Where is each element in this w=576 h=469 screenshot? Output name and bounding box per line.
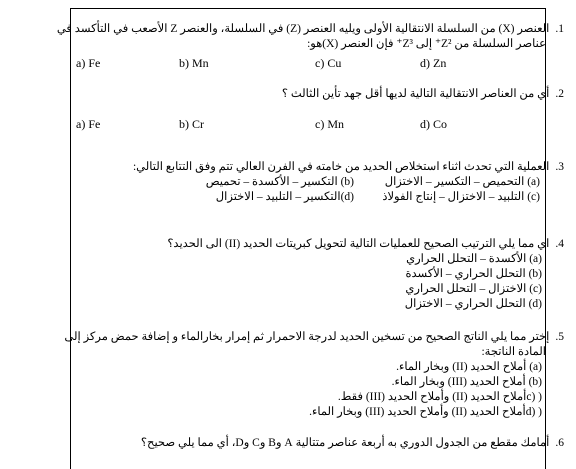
question-2-line-1: 2.أي من العناصر الانتقالية التالية لديها أقل جهد تأين الثالث ؟ [281, 88, 564, 100]
question-3 [94, 160, 564, 205]
option-d[interactable]: (d) التحلل الحراري – الاختزال [404, 298, 542, 310]
question-4-line-1: 4.اي مما يلي الترتيب الصحيح للعمليات التالية لتحويل كبريتات الحديد (II) الى الحديد؟ [167, 238, 564, 250]
option-d[interactable]: d) Zn [420, 56, 447, 70]
question-1-options [76, 56, 476, 72]
question-1-line-1: 1.العنصر (X) من السلسلة الانتقالية الأولى ويليه العنصر (Z) في السلسلة، والعنصر Z الأصعب في التأكسد في [56, 23, 564, 35]
option-b[interactable]: b) Cr [179, 117, 204, 131]
question-3-row-1 [94, 175, 564, 190]
question-1 [56, 22, 564, 52]
option-b[interactable]: (b) التحلل الحراري – الأكسدة [405, 268, 542, 280]
question-2 [94, 87, 564, 102]
option-a[interactable]: (a) الأكسدة – التحلل الحراري [406, 253, 542, 265]
question-3-line-1: 3.العملية التي تحدث اثناء استخلاص الحديد من خامته في الفرن العالي تتم وفق التتابع التالي: [132, 161, 564, 173]
question-6-line-1: 6.أمامك مقطع من الجدول الدوري به أربعة عناصر متتالية A وB وC وD، أي مما يلي صحيح؟ [140, 437, 564, 449]
option-d[interactable]: ( (dأملاح الحديد (II) وأملاح الحديد (III) وبخار الماء. [309, 406, 542, 418]
option-c[interactable]: (c) التلبيد – الاختزال – إنتاج الفولاذ [382, 191, 540, 203]
option-c[interactable]: (c) الاختزال – التحلل الحراري [405, 283, 542, 295]
option-a[interactable]: a) Fe [76, 117, 101, 131]
question-1-line-2: عناصر السلسلة من Z²⁺ إلى Z³⁺ فإن العنصر (X)هو: [307, 38, 546, 50]
option-a[interactable]: a) Fe [76, 56, 101, 70]
question-5 [64, 330, 564, 420]
question-5-line-1: 5.إختر مما يلي الناتج الصحيح من تسخين الحديد لدرجة الاحمرار ثم إمرار بخارالماء و إضافة حمض مركز إلى [64, 331, 564, 343]
option-d[interactable]: d) Co [420, 117, 447, 131]
option-c[interactable]: c) Mn [315, 117, 344, 131]
option-c[interactable]: ( (cأملاح الحديد (II) وأملاح الحديد (III) فقط. [337, 391, 542, 403]
option-b[interactable]: b) Mn [179, 56, 209, 70]
question-2-options [76, 117, 476, 133]
option-a[interactable]: (a) التحميص – التكسير – الاختزال [384, 176, 540, 188]
option-a[interactable]: (a) أملاح الحديد (II) وبخار الماء. [396, 361, 542, 373]
question-3-row-2 [94, 190, 564, 205]
option-b[interactable]: (b) التكسير – الأكسدة – تحميص [205, 176, 354, 188]
option-b[interactable]: (b) أملاح الحديد (III) وبخار الماء. [391, 376, 542, 388]
question-5-line-2: المادة الناتجة: [481, 346, 546, 358]
option-d[interactable]: (d)التكسير – التلبيد – الاختزال [215, 191, 354, 203]
option-c[interactable]: c) Cu [315, 56, 342, 70]
question-4 [94, 237, 564, 312]
question-6 [94, 436, 564, 451]
